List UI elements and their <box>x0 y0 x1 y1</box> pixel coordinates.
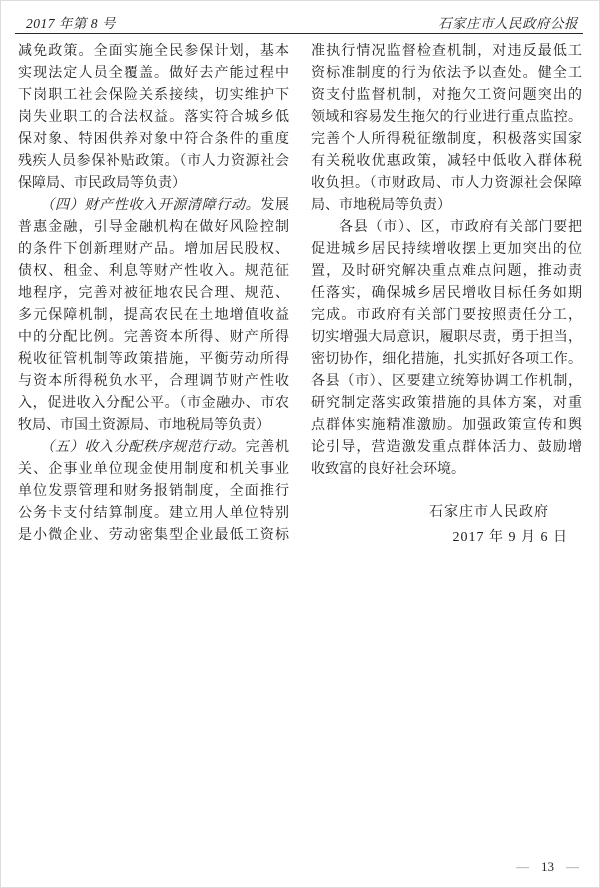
text-line: 密切协作，细化措施，扎实抓好各项工作。 <box>311 352 582 367</box>
text-line: 牧局、市国土资源局、市地税局等负责） <box>18 418 270 433</box>
text-line: 各县（市）、区要建立统筹协调工作机制， <box>311 374 582 389</box>
text-line: 的条件下创新理财产品。增加居民股权、 <box>18 242 289 257</box>
text-line: 领域和容易发生拖欠的行业进行重点监控。 <box>311 110 582 125</box>
text-line: 与资本所得税负水平，合理调节财产性收 <box>18 374 289 389</box>
text-line: 收负担。（市财政局、市人力资源社会保障 <box>311 176 582 191</box>
text-line: 资支付监督机制，对拖欠工资问题突出的 <box>311 88 582 103</box>
signature-authority: 石家庄市人民政府 <box>429 505 549 520</box>
text-line: 单位发票管理和财务报销制度，全面推行 <box>18 484 289 499</box>
text-line-section-heading <box>18 437 289 459</box>
text-line: 下岗职工社会保险关系接续，切实维护下 <box>18 88 289 103</box>
page-number-dash-right: — <box>566 859 579 874</box>
left-text-column <box>18 41 289 547</box>
text-line: 是小微企业、劳动密集型企业最低工资标 <box>18 528 289 543</box>
text-line: 保对象、特困供养对象中符合条件的重度 <box>18 132 289 147</box>
page-number <box>516 859 579 875</box>
text-run: 完善机 <box>245 440 289 455</box>
text-line: 关、企事业单位现金使用制度和机关事业 <box>18 462 289 477</box>
text-line: 准执行情况监督检查机制，对违反最低工 <box>311 44 582 59</box>
text-line-section-heading <box>18 195 289 217</box>
header-publication-title: 石家庄市人民政府公报 <box>438 16 578 31</box>
text-line: 论引导，营造激发重点群体活力、鼓励增 <box>311 440 582 455</box>
text-line: 任落实，确保城乡居民增收目标任务如期 <box>311 286 582 301</box>
text-line: 完善个人所得税征缴制度，积极落实国家 <box>311 132 582 147</box>
text-line: 中的分配比例。完善资本所得、财产所得 <box>18 330 289 345</box>
text-line: 切实增强大局意识，履职尽责，勇于担当， <box>311 330 582 345</box>
signature-block <box>311 501 582 551</box>
page-header <box>26 12 578 32</box>
text-line: 资标准制度的行为依法予以查处。健全工 <box>311 66 582 81</box>
text-line: 公务卡支付结算制度。建立用人单位特别 <box>18 506 289 521</box>
text-line: 税收征管机制等政策措施，平衡劳动所得 <box>18 352 289 367</box>
text-line: 多元保障机制，提高农民在土地增值收益 <box>18 308 289 323</box>
text-run: 发展 <box>260 198 289 213</box>
text-line: 保障局、市民政局等负责） <box>18 176 186 191</box>
text-line: 普惠金融，引导金融机构在做好风险控制 <box>18 220 289 235</box>
signature-date: 2017 年 9 月 6 日 <box>452 530 568 545</box>
text-line: 残疾人员参保补贴政策。（市人力资源社会 <box>18 154 289 169</box>
text-line: 实现法定人员全覆盖。做好去产能过程中 <box>18 66 289 81</box>
text-line: 收致富的良好社会环境。 <box>311 462 465 477</box>
text-line-paragraph-start: 各县（市）、区，市政府有关部门要把 <box>339 220 582 235</box>
text-line: 局、市地税局等负责） <box>311 198 451 213</box>
header-divider <box>15 33 583 34</box>
text-line: 点群体实施精准激励。加强政策宣传和舆 <box>311 418 582 433</box>
text-line: 岗失业职工的合法权益。落实符合城乡低 <box>18 110 289 125</box>
right-text-column <box>311 41 582 551</box>
page-number-value: 13 <box>541 859 554 874</box>
section-heading-kaiti: （五）收入分配秩序规范行动。 <box>40 440 246 455</box>
text-line: 减免政策。全面实施全民参保计划，基本 <box>18 44 289 59</box>
text-line: 有关税收优惠政策，减轻中低收入群体税 <box>311 154 582 169</box>
text-line: 完成。市政府有关部门要按照责任分工， <box>311 308 582 323</box>
header-issue-number: 2017 年第 8 号 <box>26 16 116 31</box>
page-number-dash-left: — <box>516 859 529 874</box>
text-line: 地程序，完善对被征地农民合理、规范、 <box>18 286 289 301</box>
text-line: 入，促进收入分配公平。（市金融办、市农 <box>18 396 289 411</box>
text-line: 债权、租金、利息等财产性收入。规范征 <box>18 264 289 279</box>
text-line: 研究制定落实政策措施的具体方案，对重 <box>311 396 582 411</box>
text-line: 置，及时研究解决重点难点问题，推动责 <box>311 264 582 279</box>
text-line: 促进城乡居民持续增收摆上更加突出的位 <box>311 242 582 257</box>
section-heading-kaiti: （四）财产性收入开源清障行动。 <box>40 198 261 213</box>
